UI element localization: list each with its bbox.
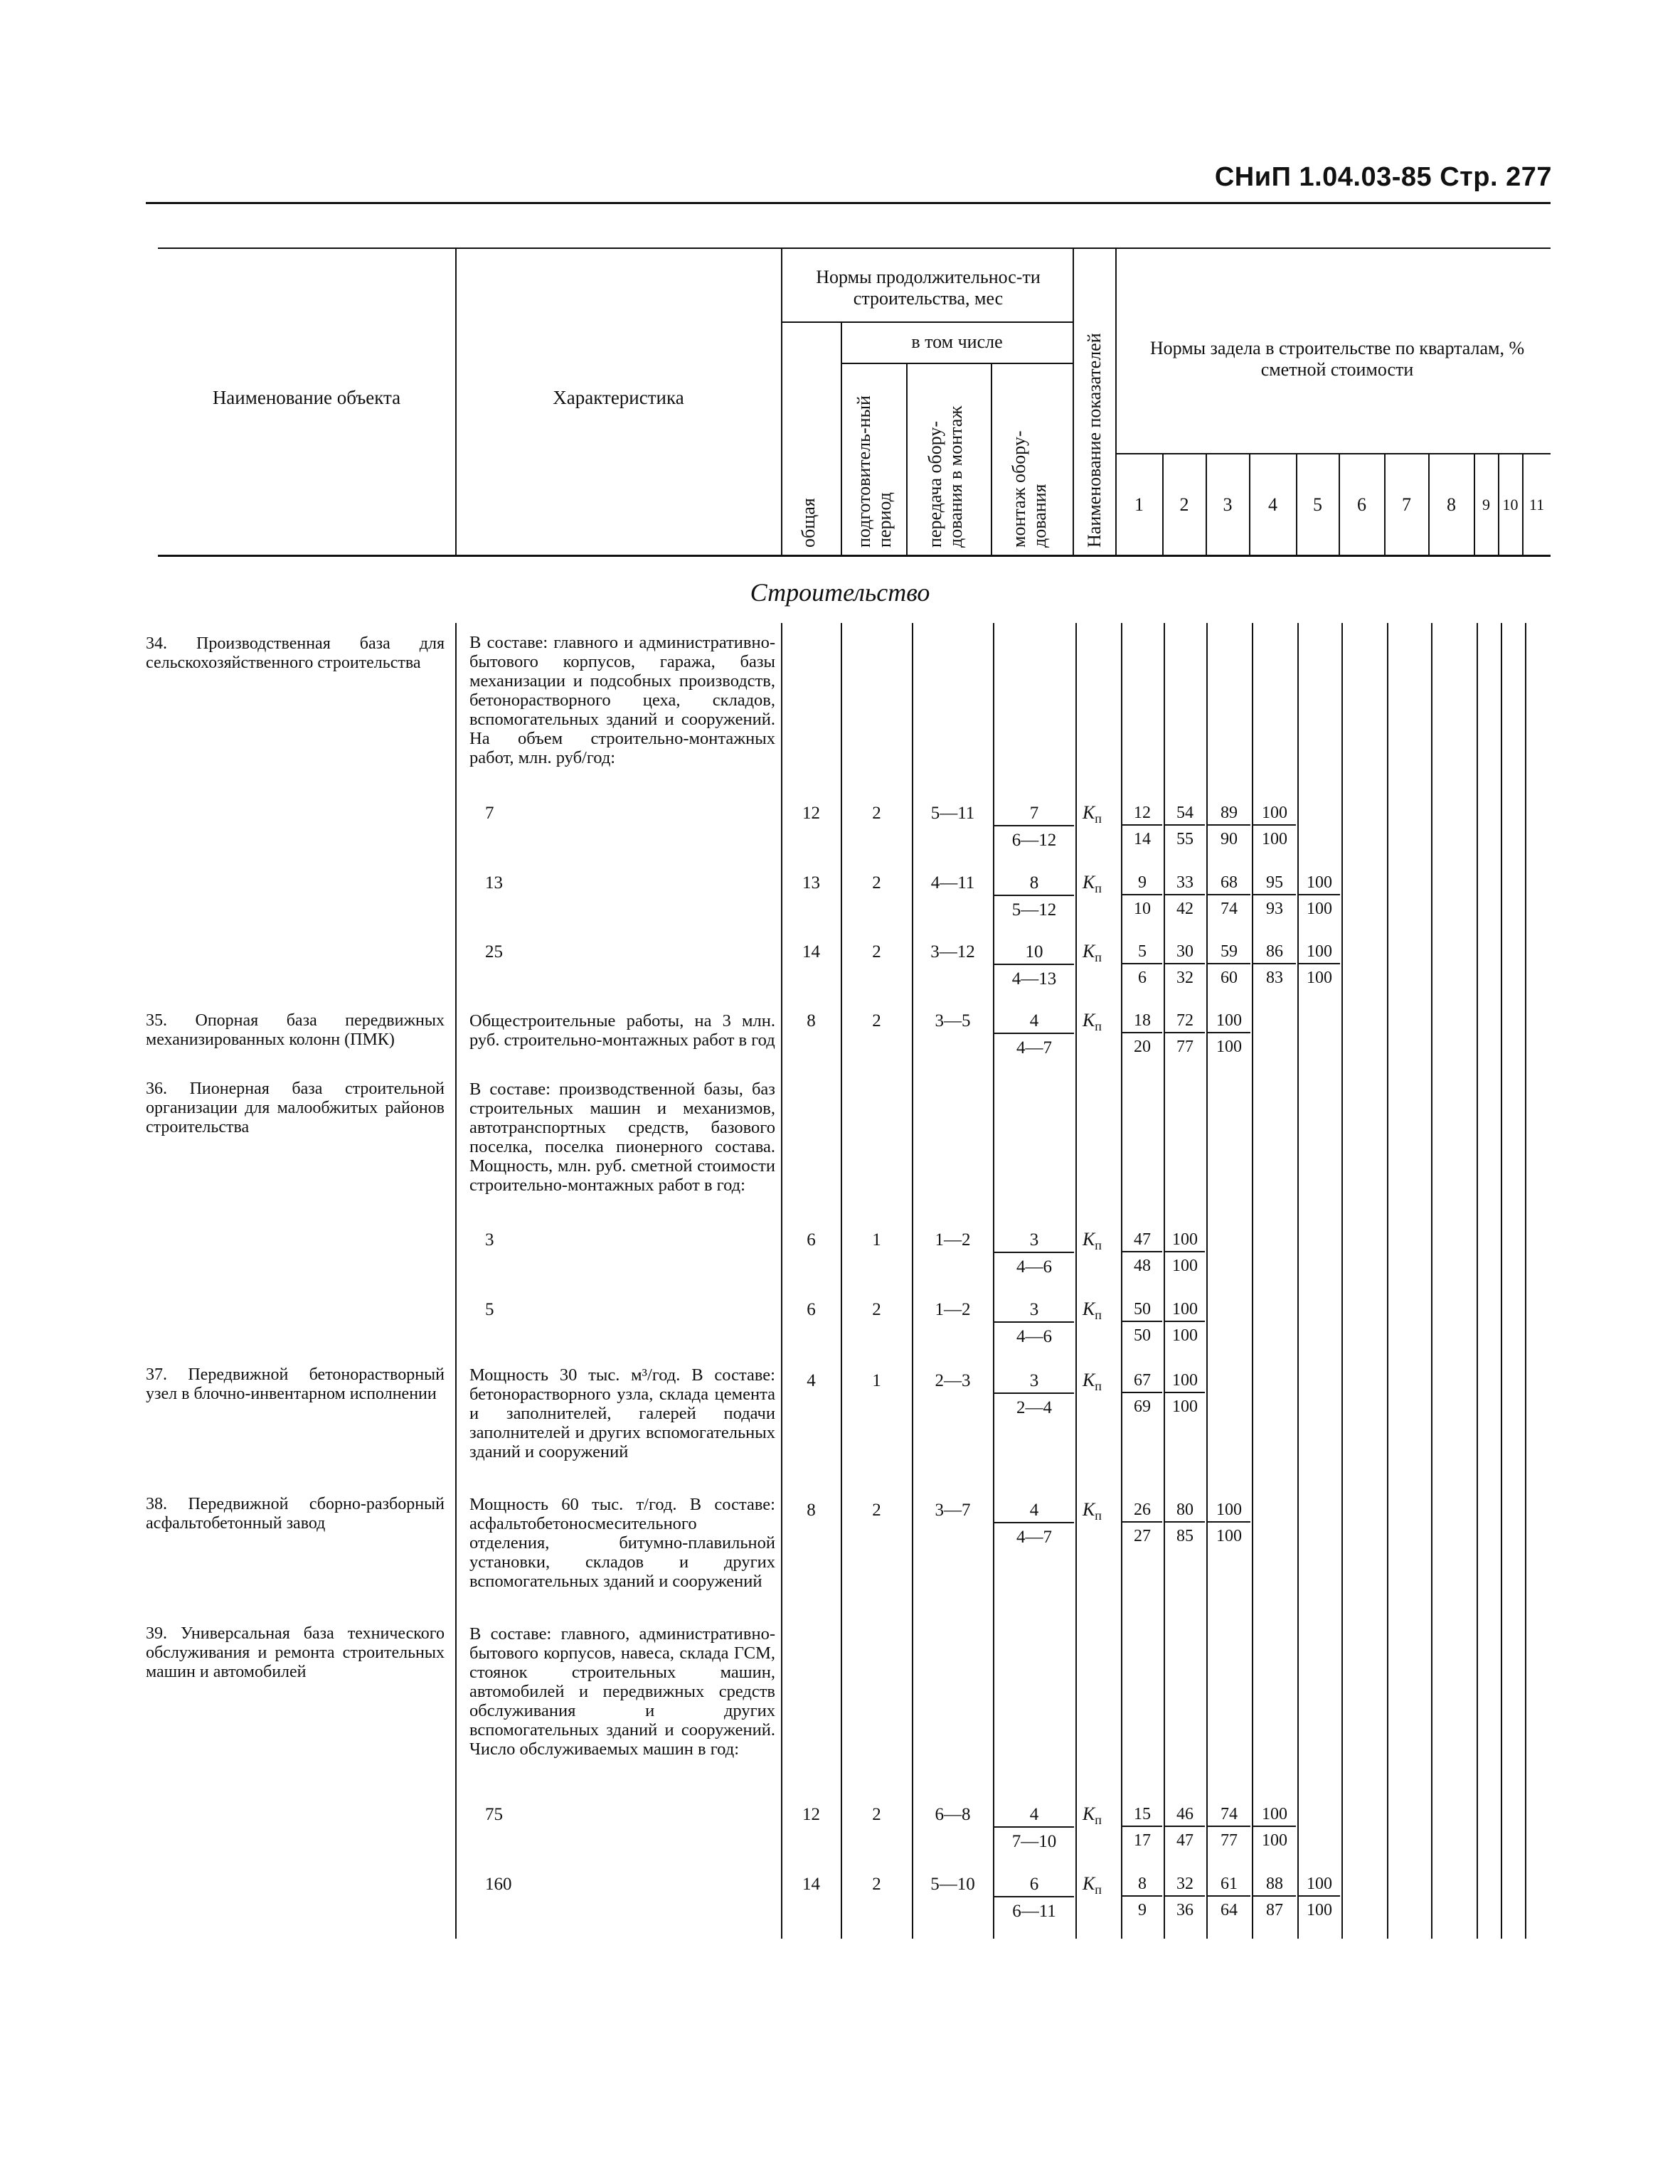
quarter-value	[1208, 873, 1250, 919]
indicator-kp	[1083, 1873, 1102, 1897]
indicator-kp	[1083, 1499, 1102, 1523]
quarter-top: 26	[1122, 1501, 1162, 1523]
quarter-top: 12	[1122, 804, 1162, 826]
row-transfer: 3—12	[930, 942, 975, 962]
install-top: 3	[994, 1371, 1074, 1394]
object-34-char: В составе: главного и административно-бытового корпусов, гаража, базы механизации и подсобных производств, бетонорастворного цеха, складов, вспомогательных зданий и сооружений. На объем строительно-монтажных работ, млн. руб/год:	[469, 633, 775, 767]
kp-subscript: п	[1095, 1882, 1102, 1897]
quarter-value	[1122, 1501, 1162, 1546]
quarter-value	[1165, 1300, 1205, 1346]
quarter-header-10: 10	[1502, 496, 1519, 514]
quarter-value	[1208, 1875, 1250, 1920]
quarter-value	[1299, 873, 1340, 919]
object-37-char: Мощность 30 тыс. м³/год. В составе: бетонорастворного узла, склада цемента и заполнителей, галерей подачи заполнителей и других вспомогательных зданий и сооружений	[469, 1365, 775, 1461]
quarter-top: 100	[1165, 1300, 1205, 1322]
quarter-top: 54	[1165, 804, 1205, 826]
quarter-top: 86	[1253, 942, 1296, 964]
install-bottom: 4—7	[1016, 1528, 1052, 1547]
quarter-header-9: 9	[1482, 496, 1490, 514]
object-37-name: 37. Передвижной бетонорастворный узел в блочно-инвентарном исполнении	[146, 1365, 445, 1403]
col-total: общая	[798, 498, 819, 548]
quarter-bottom: 100	[1172, 1397, 1198, 1416]
quarter-top: 5	[1122, 942, 1162, 964]
row-prep: 2	[872, 1805, 881, 1824]
row-prep: 2	[872, 942, 881, 962]
row-install-fraction	[994, 942, 1074, 989]
quarter-value	[1208, 1501, 1250, 1546]
quarter-value	[1122, 942, 1162, 988]
kp-subscript: п	[1095, 950, 1102, 965]
indicator-kp	[1083, 1299, 1102, 1323]
quarter-value	[1165, 1875, 1205, 1920]
quarter-value	[1253, 873, 1296, 919]
object-34-name: 34. Производственная база для сельскохозяйственного строительства	[146, 634, 445, 672]
quarter-bottom: 83	[1266, 969, 1283, 987]
section-title: Строительство	[750, 578, 930, 607]
quarter-top: 33	[1165, 873, 1205, 895]
kp-subscript: п	[1095, 1379, 1102, 1394]
quarter-bottom: 10	[1134, 900, 1151, 918]
col-prep: подготовитель-ный период	[854, 395, 895, 548]
row-total: 13	[802, 873, 820, 893]
col-install: монтаж обору-дования	[1009, 430, 1051, 548]
kp-subscript: п	[1095, 1308, 1102, 1323]
install-bottom: 4—6	[1016, 1327, 1052, 1346]
quarter-top: 95	[1253, 873, 1296, 895]
quarter-bottom: 100	[1307, 969, 1332, 987]
indicator-kp	[1083, 802, 1102, 826]
row-value: 160	[485, 1875, 512, 1894]
quarter-bottom: 60	[1221, 969, 1238, 987]
col-transfer: передача обору-дования в монтаж	[925, 405, 967, 548]
install-top: 6	[994, 1875, 1074, 1897]
kp-letter: К	[1083, 872, 1095, 893]
quarter-bottom: 20	[1134, 1038, 1151, 1056]
row-value: 7	[485, 804, 494, 823]
quarter-value	[1299, 1875, 1340, 1920]
kp-subscript: п	[1095, 881, 1102, 896]
install-bottom: 4—13	[1011, 969, 1057, 989]
quarter-bottom: 55	[1176, 830, 1193, 848]
quarter-top: 100	[1299, 942, 1340, 964]
install-bottom: 5—12	[1011, 900, 1057, 920]
install-top: 4	[994, 1011, 1074, 1034]
kp-subscript: п	[1095, 1019, 1102, 1034]
row-install-fraction	[994, 1230, 1074, 1277]
install-bottom: 2—4	[1016, 1398, 1052, 1417]
row-prep: 2	[872, 1501, 881, 1520]
quarter-top: 100	[1208, 1501, 1250, 1523]
row-transfer: 6—8	[935, 1805, 971, 1824]
kp-letter: К	[1083, 1010, 1095, 1030]
row-value: 75	[485, 1805, 503, 1824]
row-total: 4	[807, 1371, 816, 1390]
quarter-value	[1122, 1300, 1162, 1346]
kp-subscript: п	[1095, 1238, 1102, 1253]
quarter-value	[1165, 1230, 1205, 1276]
quarter-value	[1122, 1230, 1162, 1276]
quarter-top: 30	[1165, 942, 1205, 964]
row-transfer: 3—5	[935, 1011, 971, 1030]
kp-letter: К	[1083, 1229, 1095, 1250]
install-top: 10	[994, 942, 1074, 965]
quarter-top: 80	[1165, 1501, 1205, 1523]
col-object-name: Наименование объекта	[212, 387, 401, 409]
quarter-header-4: 4	[1268, 494, 1277, 516]
quarter-top: 9	[1122, 873, 1162, 895]
row-transfer: 2—3	[935, 1371, 971, 1390]
quarter-header-6: 6	[1357, 494, 1366, 516]
quarter-value	[1122, 873, 1162, 919]
quarter-top: 100	[1253, 804, 1296, 826]
install-bottom: 6—12	[1011, 831, 1057, 850]
row-total: 6	[807, 1300, 816, 1319]
quarter-bottom: 64	[1221, 1901, 1238, 1919]
row-value: 5	[485, 1300, 494, 1319]
row-total: 6	[807, 1230, 816, 1250]
row-prep: 1	[872, 1230, 881, 1250]
quarter-bottom: 77	[1221, 1831, 1238, 1850]
quarter-top: 8	[1122, 1875, 1162, 1897]
quarter-top: 100	[1208, 1011, 1250, 1033]
row-value: 3	[485, 1230, 494, 1250]
row-prep: 2	[872, 1300, 881, 1319]
quarter-bottom: 77	[1176, 1038, 1193, 1056]
install-bottom: 4—6	[1016, 1257, 1052, 1277]
quarter-value	[1208, 804, 1250, 849]
row-install-fraction	[994, 804, 1074, 851]
row-install-fraction	[994, 1011, 1074, 1058]
object-38-name: 38. Передвижной сборно-разборный асфальтобетонный завод	[146, 1495, 445, 1533]
kp-letter: К	[1083, 1299, 1095, 1319]
quarter-value	[1253, 1805, 1296, 1850]
kp-letter: К	[1083, 1370, 1095, 1390]
object-35-name: 35. Опорная база передвижных механизированных колонн (ПМК)	[146, 1011, 445, 1049]
quarter-value	[1122, 1371, 1162, 1417]
quarter-bottom: 48	[1134, 1257, 1151, 1275]
quarter-top: 68	[1208, 873, 1250, 895]
row-prep: 2	[872, 1011, 881, 1030]
table-top-rule	[158, 247, 1551, 249]
row-transfer: 5—11	[930, 804, 975, 823]
quarter-value	[1165, 1371, 1205, 1417]
quarter-header-2: 2	[1179, 494, 1189, 516]
quarter-bottom: 100	[1262, 1831, 1287, 1850]
object-36-name: 36. Пионерная база строительной организации для малообжитых районов строительства	[146, 1080, 445, 1136]
object-39-name: 39. Универсальная база технического обслуживания и ремонта строительных машин и автомобилей	[146, 1624, 445, 1681]
indicator-kp	[1083, 1370, 1102, 1394]
row-total: 14	[802, 942, 820, 962]
row-install-fraction	[994, 1501, 1074, 1548]
col-indicator: Наименование показателей	[1084, 333, 1105, 548]
quarter-bottom: 100	[1307, 900, 1332, 918]
quarter-value	[1122, 1805, 1162, 1850]
quarter-top: 74	[1208, 1805, 1250, 1827]
quarter-bottom: 17	[1134, 1831, 1151, 1850]
quarter-top: 46	[1165, 1805, 1205, 1827]
quarter-bottom: 14	[1134, 830, 1151, 848]
quarter-value	[1253, 942, 1296, 988]
install-top: 3	[994, 1300, 1074, 1323]
row-transfer: 4—11	[930, 873, 975, 893]
object-35-char: Общестроительные работы, на 3 млн. руб. строительно-монтажных работ в год	[469, 1011, 775, 1050]
row-prep: 2	[872, 1875, 881, 1894]
quarter-value	[1122, 804, 1162, 849]
col-including: в том числе	[911, 331, 1003, 353]
row-total: 12	[802, 1805, 820, 1824]
quarter-header-7: 7	[1402, 494, 1411, 516]
quarter-top: 47	[1122, 1230, 1162, 1252]
install-top: 8	[994, 873, 1074, 896]
quarter-bottom: 50	[1134, 1326, 1151, 1345]
quarter-top: 59	[1208, 942, 1250, 964]
quarter-value	[1122, 1875, 1162, 1920]
quarter-bottom: 93	[1266, 900, 1283, 918]
quarter-bottom: 69	[1134, 1397, 1151, 1416]
row-prep: 1	[872, 1371, 881, 1390]
kp-subscript: п	[1095, 1813, 1102, 1828]
install-top: 7	[994, 804, 1074, 826]
kp-letter: К	[1083, 1873, 1095, 1894]
quarter-top: 67	[1122, 1371, 1162, 1393]
quarter-value	[1208, 1805, 1250, 1850]
row-transfer: 5—10	[930, 1875, 975, 1894]
row-install-fraction	[994, 1875, 1074, 1922]
indicator-kp	[1083, 941, 1102, 965]
row-total: 12	[802, 804, 820, 823]
quarter-bottom: 32	[1176, 969, 1193, 987]
quarter-top: 72	[1165, 1011, 1205, 1033]
quarter-bottom: 27	[1134, 1527, 1151, 1545]
quarter-header-3: 3	[1223, 494, 1233, 516]
quarter-top: 100	[1299, 873, 1340, 895]
table-head-bottom-rule	[158, 555, 1551, 557]
quarter-top: 61	[1208, 1875, 1250, 1897]
row-install-fraction	[994, 1805, 1074, 1852]
quarter-value	[1165, 1011, 1205, 1057]
object-36-char: В составе: производственной базы, баз строительных машин и механизмов, автотранспортных средств, базового поселка, поселка пионерного состава. Мощность, млн. руб. сметной стоимости строительно-монтажных работ в год:	[469, 1080, 775, 1195]
quarter-value	[1253, 1875, 1296, 1920]
page-header: СНиП 1.04.03-85 Стр. 277	[1214, 162, 1552, 192]
quarter-value	[1165, 1805, 1205, 1850]
row-value: 25	[485, 942, 503, 962]
quarter-value	[1165, 804, 1205, 849]
row-prep: 2	[872, 873, 881, 893]
kp-letter: К	[1083, 941, 1095, 962]
quarter-bottom: 74	[1221, 900, 1238, 918]
install-top: 4	[994, 1805, 1074, 1828]
quarter-value	[1165, 1501, 1205, 1546]
indicator-kp	[1083, 1010, 1102, 1034]
col-characteristic: Характеристика	[553, 387, 684, 409]
quarter-bottom: 100	[1307, 1901, 1332, 1919]
quarter-bottom: 100	[1216, 1038, 1242, 1056]
quarter-value	[1165, 942, 1205, 988]
object-38-char: Мощность 60 тыс. т/год. В составе: асфальтобетоносмесительного отделения, битумно-плавильной установки, складов и других вспомогательных зданий и сооружений	[469, 1495, 775, 1591]
kp-letter: К	[1083, 1499, 1095, 1520]
quarter-header-1: 1	[1134, 494, 1144, 516]
indicator-kp	[1083, 1229, 1102, 1253]
col-duration-norms: Нормы продолжительнос-ти строительства, мес	[816, 267, 1041, 309]
quarter-top: 15	[1122, 1805, 1162, 1827]
row-transfer: 3—7	[935, 1501, 971, 1520]
row-total: 8	[807, 1501, 816, 1520]
col-backlog: Нормы задела в строительстве по кварталам, % сметной стоимости	[1149, 338, 1525, 380]
quarter-bottom: 87	[1266, 1901, 1283, 1919]
quarter-top: 89	[1208, 804, 1250, 826]
header-rule	[146, 202, 1551, 204]
quarter-bottom: 36	[1176, 1901, 1193, 1919]
quarter-value	[1122, 1011, 1162, 1057]
kp-letter: К	[1083, 1804, 1095, 1824]
quarter-value	[1299, 942, 1340, 988]
quarter-top: 50	[1122, 1300, 1162, 1322]
row-transfer: 1—2	[935, 1300, 971, 1319]
quarter-top: 18	[1122, 1011, 1162, 1033]
object-39-char: В составе: главного, административно-бытового корпусов, навеса, склада ГСМ, стоянок строительных машин, автомобилей и передвижных средств обслуживания и других вспомогательных зданий и сооружений. Число обслуживаемых машин в год:	[469, 1624, 775, 1759]
quarter-value	[1253, 804, 1296, 849]
quarter-bottom: 90	[1221, 830, 1238, 848]
row-value: 13	[485, 873, 503, 893]
install-bottom: 6—11	[1012, 1902, 1056, 1921]
quarter-bottom: 42	[1176, 900, 1193, 918]
quarter-bottom: 85	[1176, 1527, 1193, 1545]
quarter-bottom: 100	[1172, 1326, 1198, 1345]
kp-subscript: п	[1095, 1508, 1102, 1523]
quarter-top: 32	[1165, 1875, 1205, 1897]
quarter-top: 100	[1253, 1805, 1296, 1827]
quarter-bottom: 100	[1172, 1257, 1198, 1275]
install-bottom: 7—10	[1011, 1832, 1057, 1851]
install-top: 4	[994, 1501, 1074, 1523]
quarter-top: 88	[1253, 1875, 1296, 1897]
quarter-value	[1208, 942, 1250, 988]
kp-letter: К	[1083, 802, 1095, 823]
quarter-value	[1208, 1011, 1250, 1057]
row-install-fraction	[994, 873, 1074, 920]
quarter-bottom: 6	[1138, 969, 1147, 987]
row-total: 14	[802, 1875, 820, 1894]
indicator-kp	[1083, 872, 1102, 896]
indicator-kp	[1083, 1804, 1102, 1828]
quarter-header-11: 11	[1529, 496, 1545, 514]
install-top: 3	[994, 1230, 1074, 1253]
quarter-bottom: 100	[1262, 830, 1287, 848]
quarter-bottom: 9	[1138, 1901, 1147, 1919]
row-install-fraction	[994, 1371, 1074, 1418]
install-bottom: 4—7	[1016, 1038, 1052, 1058]
quarter-header-5: 5	[1313, 494, 1322, 516]
row-total: 8	[807, 1011, 816, 1030]
quarter-bottom: 100	[1216, 1527, 1242, 1545]
quarter-top: 100	[1165, 1230, 1205, 1252]
row-install-fraction	[994, 1300, 1074, 1347]
row-prep: 2	[872, 804, 881, 823]
quarter-value	[1165, 873, 1205, 919]
quarter-bottom: 47	[1176, 1831, 1193, 1850]
quarter-header-8: 8	[1447, 494, 1456, 516]
quarter-top: 100	[1165, 1371, 1205, 1393]
quarter-top: 100	[1299, 1875, 1340, 1897]
row-transfer: 1—2	[935, 1230, 971, 1250]
kp-subscript: п	[1095, 811, 1102, 826]
